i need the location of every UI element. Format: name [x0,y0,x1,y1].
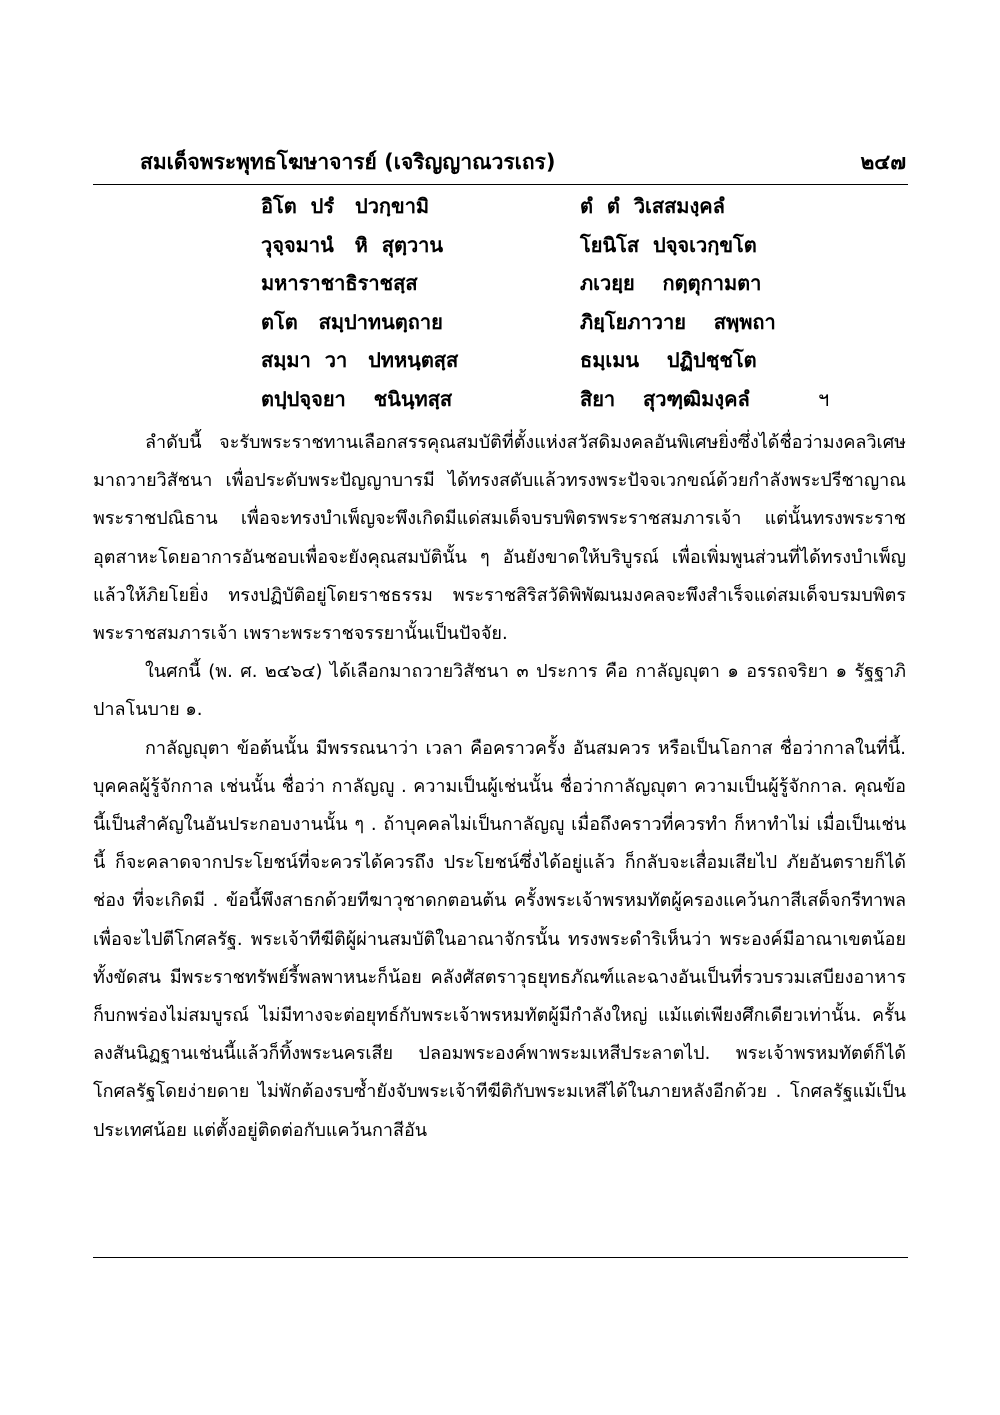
verse-line-right: โยนิโส ปจฺจเวกฺขโต [580,232,757,257]
page-number: ๒๔๗ [860,150,906,174]
header-rule [93,184,908,185]
footer-rule [93,1257,908,1258]
paragraph: ในศกนี้ (พ. ศ. ๒๔๖๔) ได้เลือกมาถวายวิสัชนา ๓ ประการ คือ กาลัญญุตา ๑ อรรถจริยา ๑ รัฐฐาภิปาลโนบาย ๑. [93,661,906,721]
verse-line [0,379,1000,418]
paragraph: กาลัญญุตา ข้อต้นนั้น มีพรรณนาว่า เวลา คือคราวครั้ง อันสมควร หรือเป็นโอกาส ชื่อว่ากาลในที่นี้. บุคคลผู้รู้จักกาล เช่นนั้น ชื่อว่า กาลัญญู . ความเป็นผู้เช่นนั้น ชื่อว่ากาลัญญุตา ความเป็นผู้รู้จักกาล. คุณข้อนี้เป็นสำคัญในอันประกอบงานนั้น ๆ . ถ้าบุคคลไม่เป็นกาลัญญู เมื่อถึงคราวที่ควรทำ ก็หาทำไม่ เมื่อเป็นเช่นนี้ ก็จะคลาดจากประโยชน์ที่จะควรได้ควรถึง ประโยชน์ซึ่งได้อยู่แล้ว ก็กลับจะเสื่อมเสียไป ภัยอันตรายก็ได้ช่อง ที่จะเกิดมี . ข้อนี้พึงสาธกด้วยทีฆาวุชาดกตอนต้น ครั้งพระเจ้าพรหมทัตผู้ครองแคว้นกาสีเสด็จกรีทาพล เพื่อจะไปตีโกศลรัฐ. พระเจ้าทีฆีติผู้ผ่านสมบัติในอาณาจักรนั้น ทรงพระดำริเห็นว่า พระองค์มีอาณาเขตน้อย ทั้งขัดสน มีพระราชทรัพย์รี้พลพาหนะก็น้อย คลังศัสตราวุธยุทธภัณฑ์และฉางอันเป็นที่รวบรวมเสบียงอาหารก็บกพร่องไม่สมบูรณ์ ไม่มีทางจะต่อยุทธ์กับพระเจ้าพรหมทัตผู้มีกำลังใหญ่ แม้แต่เพียงศึกเดียวเท่านั้น. ครั้นลงสันนิฏฐานเช่นนี้แล้วก็ทิ้งพระนครเสีย ปลอมพระองค์พาพระมเหสีประลาตไป. พระเจ้าพรหมทัตต์ก็ได้โกศลรัฐโดยง่ายดาย ไม่พักต้องรบซ้ำยังจับพระเจ้าทีฆีติกับพระมเหสีได้ในภายหลังอีกด้วย . โกศลรัฐแม้เป็นประเทศน้อย แต่ตั้งอยู่ติดต่อกับแคว้นกาสีอัน [93,737,906,1141]
verse-line-right: ตํ ตํ วิเสสมงฺคลํ [580,194,725,218]
verse-line [0,340,1000,379]
running-header [140,146,906,180]
header-title: สมเด็จพระพุทธโฆษาจารย์ (เจริญญาณวรเถร) [140,150,556,174]
verse-line [0,302,1000,341]
verse-line [0,186,1000,225]
verse-line-left: วุจฺจมานํ หิ สุตฺวาน [261,232,444,257]
verse-line [0,263,1000,302]
verse-line-left: ตโต สมฺปาทนตฺถาย [261,309,443,334]
verse-line-right: ภเวยฺย กตฺตุกามตา [580,271,762,295]
verse-line-left: อิโต ปรํ ปวกฺขามิ [261,194,430,218]
verse-line-left: ตปฺปจฺจยา ชนินฺทสฺส [261,386,453,411]
body-text [93,424,906,1150]
paragraph: ลำดับนี้ จะรับพระราชทานเลือกสรรคุณสมบัติที่ตั้งแห่งสวัสดิมงคลอันพิเศษยิ่งซึ่งได้ชื่อว่ามงคลวิเศษมาถวายวิสัชนา เพื่อประดับพระปัญญาบารมี ได้ทรงสดับแล้วทรงพระปัจจเวกขณ์ด้วยกำลังพระปรีชาญาณ พระราชปณิธาน เพื่อจะทรงบำเพ็ญจะพึงเกิดมีแด่สมเด็จบรบพิตรพระราชสมภารเจ้า แต่นั้นทรงพระราชอุตสาหะโดยอาการอันชอบเพื่อจะยังคุณสมบัตินั้น ๆ อันยังขาดให้บริบูรณ์ เพื่อเพิ่มพูนส่วนที่ได้ทรงบำเพ็ญแล้วให้ภิยโยยิ่ง ทรงปฏิบัติอยู่โดยราชธรรม พระราชสิริสวัดิพิพัฒนมงคลจะพึงสำเร็จแด่สมเด็จบรมบพิตรพระราชสมภารเจ้า เพราะพระราชจรรยานั้นเป็นปัจจัย. [93,432,906,645]
pali-verse [0,186,1000,417]
verse-line-left: สมฺมา วา ปทหนฺตสฺส [261,348,459,372]
verse-line-right: ธมฺเมน ปฏิปชฺชโต [580,348,757,372]
verse-line-left: มหาราชาธิราชสฺส [261,271,418,295]
verse-end-mark: ฯ [818,386,830,411]
verse-line-right: สิยา สุวฑฺฒิมงฺคลํ [580,386,750,411]
verse-line-right: ภิยฺโยภาวาย สพฺพถา [580,309,776,334]
verse-line [0,225,1000,264]
